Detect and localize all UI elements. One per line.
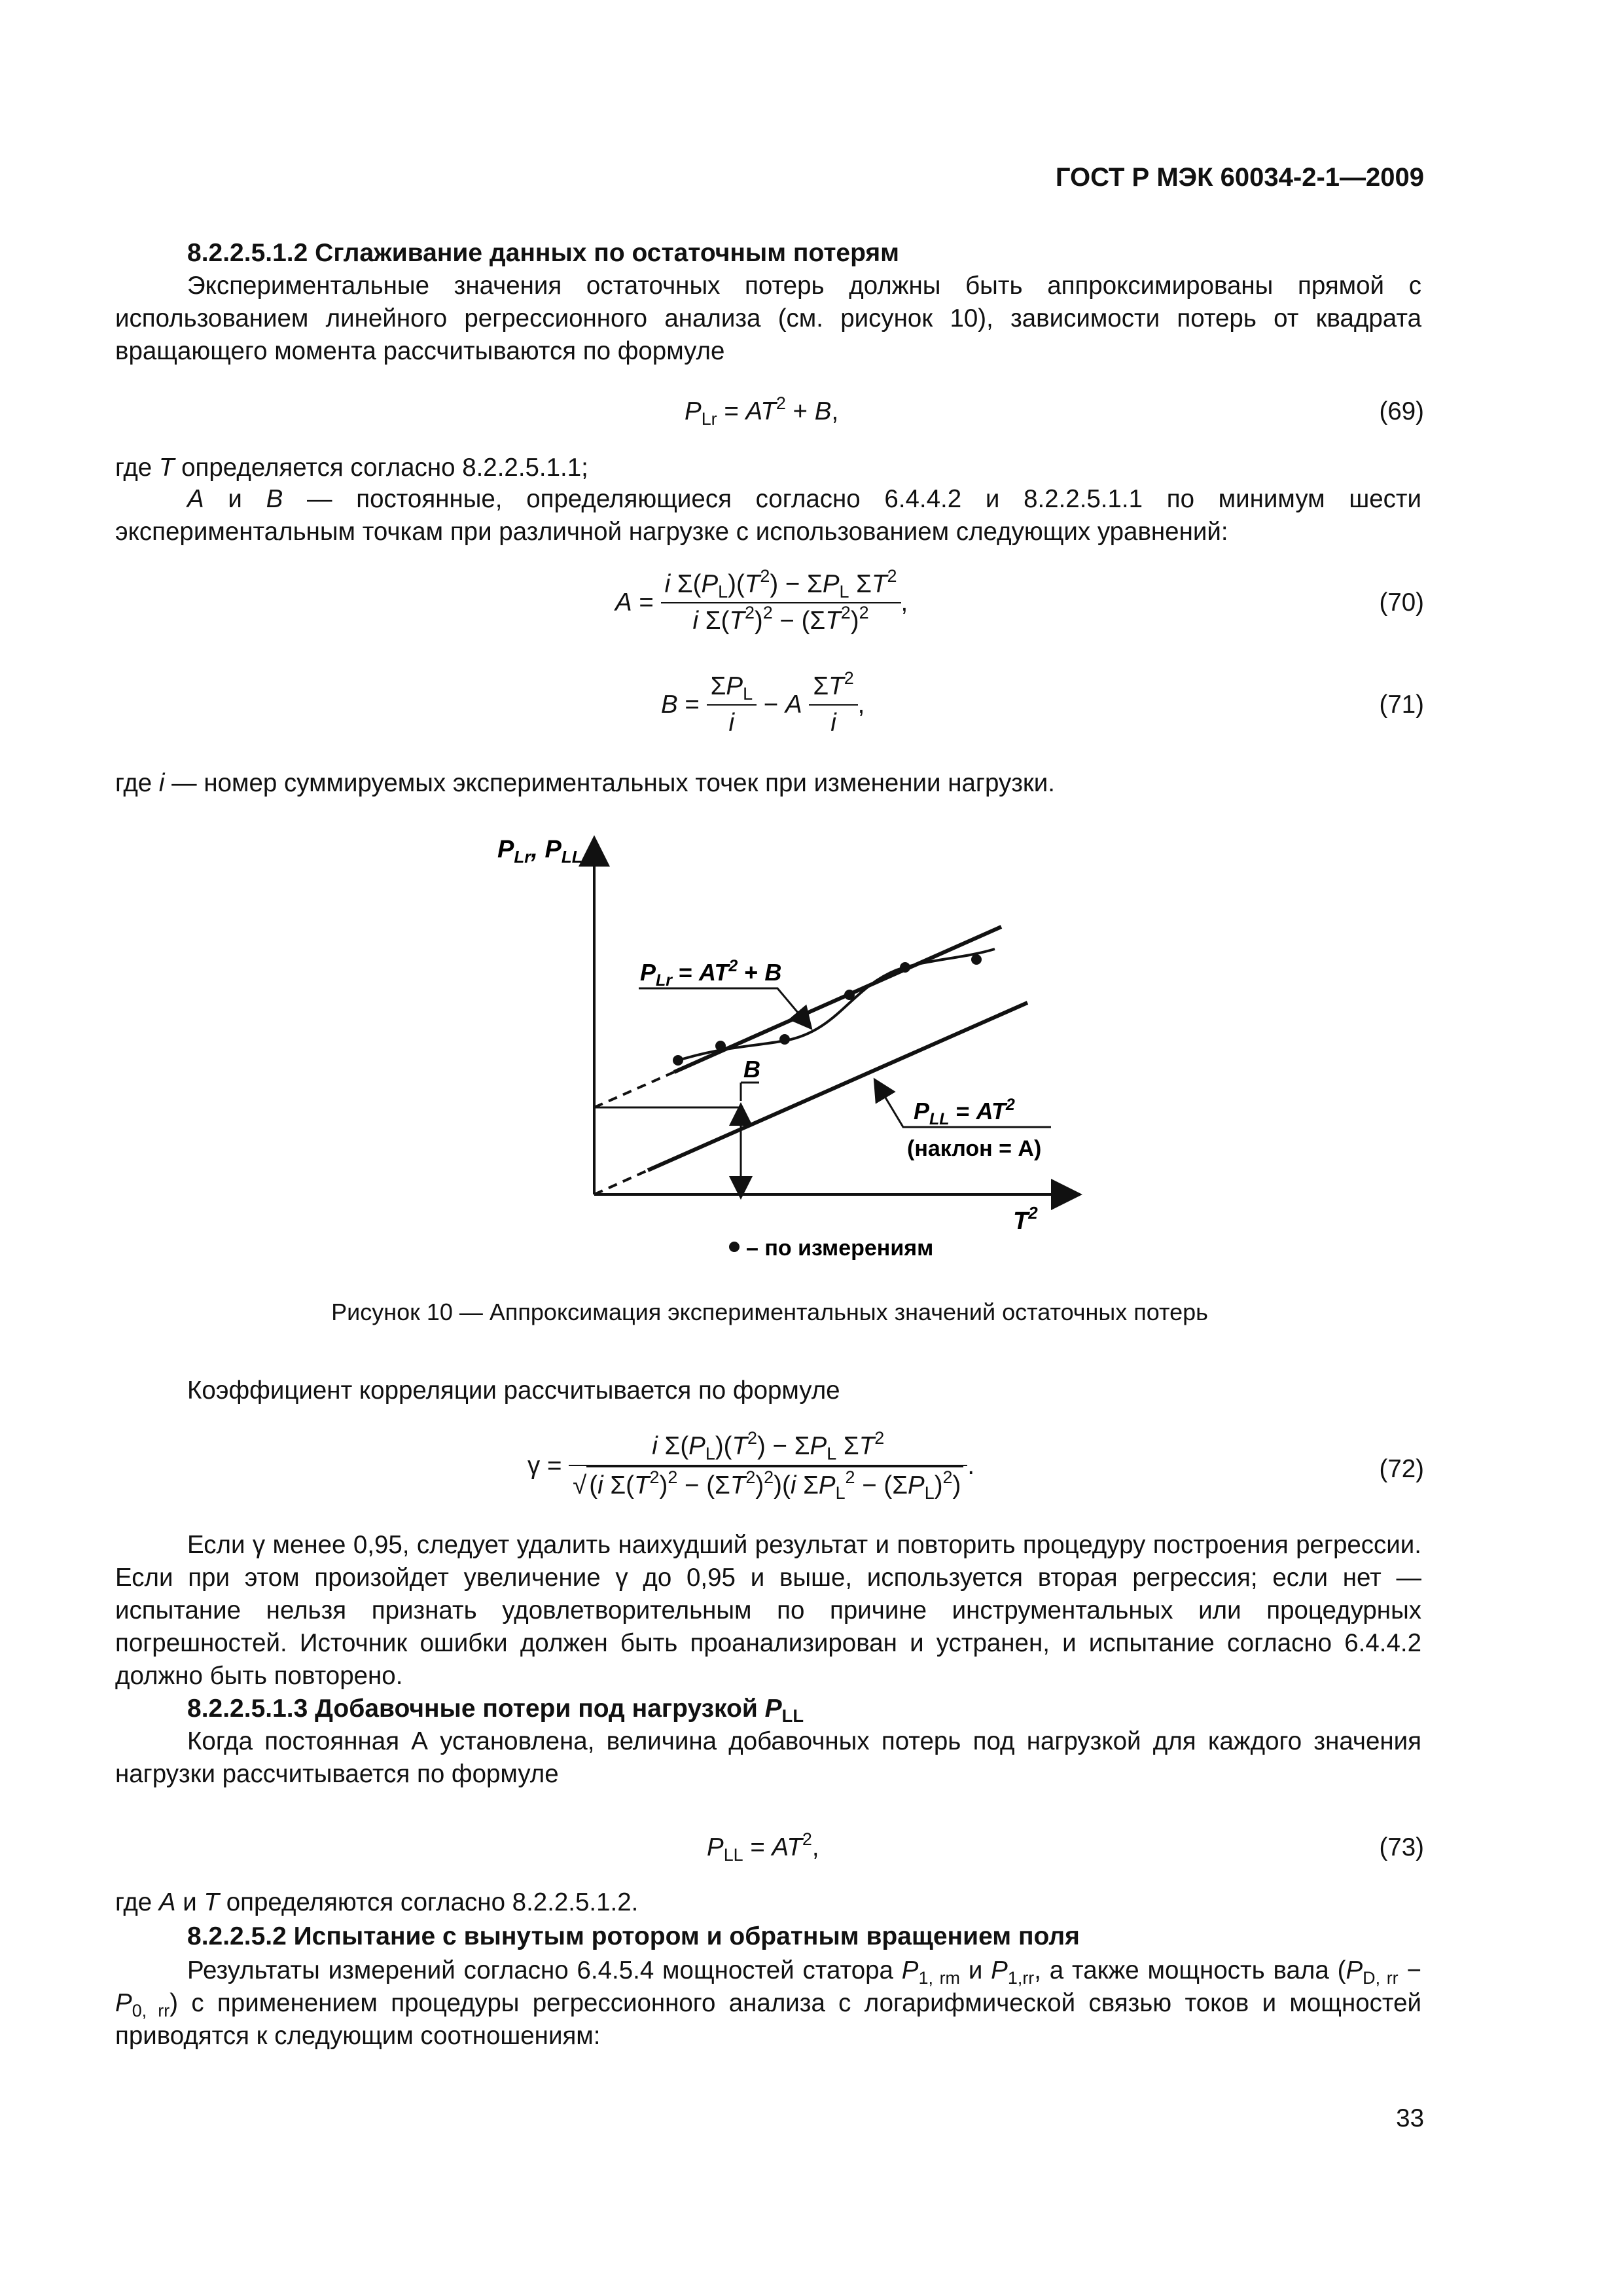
y-axis-label: $P_{Lr}$, $P_{LL}$: [497, 836, 582, 867]
equation-number-71: (71): [1379, 691, 1424, 719]
measured-point: [971, 954, 982, 965]
equation-72: γ = $\frac{i \Sigma(P_L)(T^2) - \Sigma P_L \Sigma T^2}{√ (i \Sigma(T^2)^2 - (\Sigma T^2)^2)(i \Sigma P_L^2 - (\Sigma P_L)^2)}$ .: [527, 1427, 975, 1503]
section-title-8-2-2-5-1-3: 8.2.2.5.1.3 Добавочные потери под нагрузкой $P_{LL}$: [187, 1695, 804, 1727]
equation-73: $P_{LL} = AT^2$,: [707, 1829, 819, 1865]
where-i-line: где i — номер суммируемых экспериментальных точек при изменении нагрузки.: [115, 769, 1055, 797]
correlation-intro: Коэффициент корреляции рассчитывается по формуле: [187, 1376, 840, 1405]
measured-point: [673, 1055, 683, 1066]
figure-10-diagram: [484, 831, 1086, 1276]
legend-text: – по измерениям: [746, 1236, 934, 1261]
equation-71: B = $\frac{\Sigma P_L}{i}$ − A $\frac{\Sigma T^2}{i}$ ,: [661, 668, 865, 737]
lower-line-dashed: [594, 1170, 648, 1194]
equation-number-70: (70): [1379, 588, 1424, 617]
document-code: ГОСТ Р МЭК 60034-2-1—2009: [1055, 163, 1424, 192]
upper-line-label: $P_{Lr} = AT^2 + B$: [640, 957, 782, 990]
where-ab-paragraph: A и B — постоянные, определяющиеся согласно 6.4.4.2 и 8.2.2.5.1.1 по минимум шести экспериментальным точкам при различной нагрузке с использованием следующих уравнений:: [115, 485, 1422, 546]
additional-losses-paragraph: Когда постоянная А установлена, величина добавочных потерь под нагрузкой для каждого значения нагрузки рассчитывается по формуле: [115, 1727, 1421, 1788]
where-t-line: где T определяется согласно 8.2.2.5.1.1;: [115, 454, 588, 482]
rotor-removed-paragraph: Результаты измерений согласно 6.4.5.4 мощностей статора $P_{1, rm}$ и $P_{1,rr}$, а также мощность вала $(P_{D, rr} - P_{0, rr})$ с применением процедуры регрессионного анализа с логарифмической связью токов и мощностей приводятся к следующим соотношениям:: [115, 1956, 1421, 2050]
upper-line-leader: [639, 988, 805, 1021]
upper-regression-dashed: [594, 1072, 674, 1107]
measured-point: [779, 1034, 790, 1045]
page-number: 33: [1396, 2104, 1424, 2132]
lower-line-label: $P_{LL} = AT^2$: [914, 1096, 1015, 1128]
measured-point: [900, 962, 910, 973]
equation-number-72: (72): [1379, 1455, 1424, 1483]
correlation-paragraph: Если γ менее 0,95, следует удалить наихудший результат и повторить процедуру построения регрессии. Если при этом произойдет увеличение γ до 0,95 и выше, используется вторая регрессия; если нет — испытание нельзя признать удовлетворительным по причине инструментальных или процедурных погрешностей. Источник ошибки должен быть проанализирован и устранен, и испытание согласно 6.4.4.2 должно быть повторено.: [115, 1531, 1421, 1690]
equation-69: $P_{Lr} = AT^2 + B$,: [685, 393, 839, 429]
slope-label: (наклон = A): [907, 1136, 1042, 1161]
legend-point-icon: [729, 1242, 740, 1252]
figure-caption: Рисунок 10 — Аппроксимация экспериментальных значений остаточных потерь: [331, 1299, 1208, 1325]
measured-point: [844, 990, 855, 1000]
equation-number-73: (73): [1379, 1833, 1424, 1861]
equation-70: A = $\frac{i \Sigma(P_L)(T^2) - \Sigma P_L \Sigma T^2}{i \Sigma(T^2)^2 - (\Sigma T^2)^2}$ ,: [615, 565, 908, 635]
intro-paragraph: Экспериментальные значения остаточных потерь должны быть аппроксимированы прямой с использованием линейного регрессионного анализа (см. рисунок 10), зависимости потерь от квадрата вращающего момента рассчитываются по формуле: [115, 272, 1421, 365]
equation-number-69: (69): [1379, 397, 1424, 425]
where-a-t-line: где A и T определяются согласно 8.2.2.5.1.2.: [115, 1888, 639, 1916]
section-title-8-2-2-5-1-2: 8.2.2.5.1.2 Сглаживание данных по остаточным потерям: [187, 239, 900, 267]
b-label: B: [743, 1056, 760, 1083]
measured-point: [715, 1041, 726, 1051]
x-axis-label: $T^2$: [1013, 1203, 1038, 1235]
section-title-8-2-2-5-2: 8.2.2.5.2 Испытание с вынутым ротором и обратным вращением поля: [187, 1922, 1080, 1950]
